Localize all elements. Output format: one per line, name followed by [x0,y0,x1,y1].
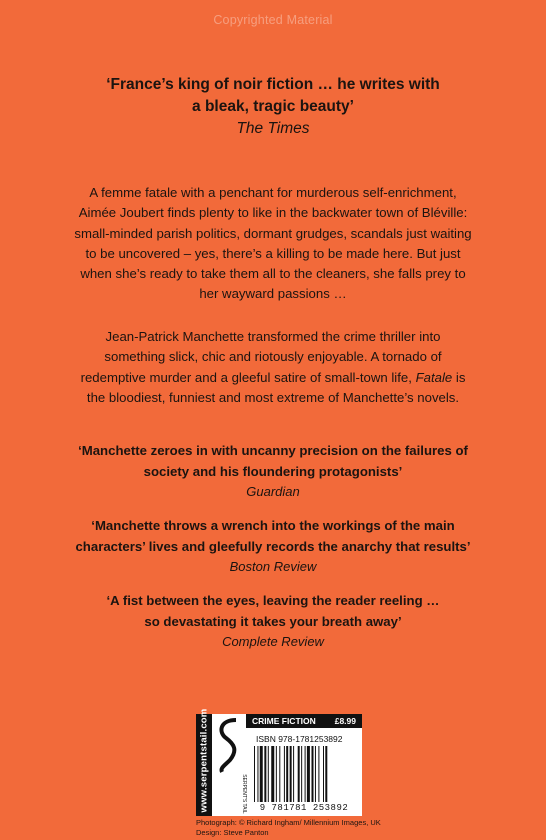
quote-line-1: ‘A fist between the eyes, leaving the reader reeling … [106,593,440,608]
photo-credit: Photograph: © Richard Ingham/ Millennium Images, UK [196,818,381,827]
copyright-watermark: Copyrighted Material [213,13,333,27]
barcode-icon [252,746,356,802]
serpents-tail-logo-icon [214,716,247,814]
image-credits [196,818,496,837]
barcode-number: 9 781781 253892 [259,803,349,813]
quote-line-2: characters’ lives and gleefully records the anarchy that results’ [75,538,471,554]
top-quote-line-2: a bleak, tragic beauty’ [192,98,354,115]
price-label: £8.99 [334,716,356,726]
author-line-3-text: redemptive murder and a gleeful satire of small-town life, [80,369,412,385]
synopsis-line: to be uncovered – yes, there’s a killing to be made here. But just [85,245,461,261]
review-quote-complete [0,591,546,652]
author-line-1: Jean-Patrick Manchette transformed the crime thriller into [105,329,441,344]
category-bar [246,714,362,728]
quote-line-2: so devastating it takes your breath away’ [144,613,402,629]
synopsis-line: when she’s ready to take them all to the cleaners, she falls prey to [80,266,466,282]
quote-source: Complete Review [222,634,324,649]
publisher-url-strip [196,708,212,816]
publisher-url: www.serpentstail.com [198,708,210,813]
quote-line-2: society and his floundering protagonists’ [143,463,403,479]
isbn-label: ISBN 978-1781253892 [256,734,343,744]
synopsis-paragraph [0,183,546,305]
author-paragraph [0,327,546,408]
synopsis-line: small-minded parish politics, dormant grudges, scandals just waiting [74,225,472,241]
quote-line-1: ‘Manchette zeroes in with uncanny precision on the failures of [78,443,468,458]
category-label: CRIME FICTION [252,716,316,726]
author-line-3 [0,368,546,388]
synopsis-line: her wayward passions … [199,286,347,302]
top-review-quote [0,74,546,140]
review-quote-boston [0,516,546,577]
logo-text: SERPENT'S TAIL [241,774,247,814]
review-quote-guardian [0,441,546,502]
synopsis-line: Aimée Joubert finds plenty to like in the backwater town of Bléville: [78,205,468,221]
author-line-3-end: is [452,369,466,385]
top-quote-line-1: ‘France’s king of noir fiction … he writes with [106,76,440,93]
top-quote-source: The Times [236,120,310,137]
quote-source: Boston Review [229,559,317,574]
book-title: Fatale [415,369,453,385]
design-credit: Design: Steve Panton [196,827,269,837]
quote-line-1: ‘Manchette throws a wrench into the workings of the main [91,518,455,533]
author-line-4: the bloodiest, funniest and most extreme of Manchette’s novels. [86,389,460,405]
author-line-2: something slick, chic and riotously enjoyable. A tornado of [104,349,442,365]
synopsis-line: A femme fatale with a penchant for murderous self-enrichment, [89,185,457,200]
quote-source: Guardian [246,484,300,499]
